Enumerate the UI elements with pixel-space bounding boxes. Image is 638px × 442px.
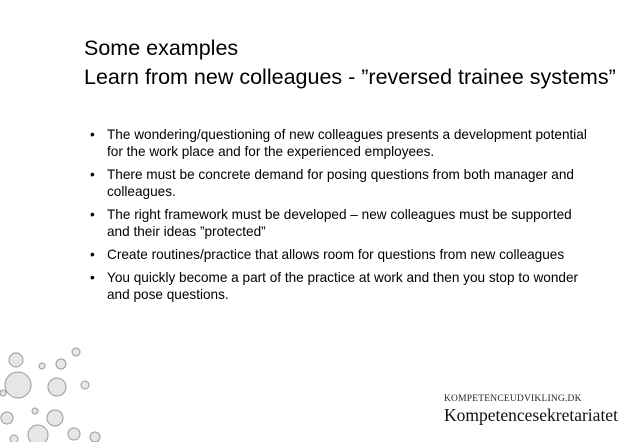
company-logo (444, 394, 618, 425)
bullet-item: • The wondering/questioning of new colleagues presents a development potential for the work place and for the experienced employees. (90, 126, 590, 160)
bullet-list (90, 126, 590, 309)
bullet-item: • There must be concrete demand for posing questions from both manager and colleagues. (90, 166, 590, 200)
slide-title (84, 34, 624, 92)
slide-title-line-1: Some examples (84, 36, 239, 60)
decorative-circles-graphic (0, 340, 110, 442)
bullet-item: • Create routines/practice that allows room for questions from new colleagues (90, 246, 590, 263)
bullet-item: • You quickly become a part of the practice at work and then you stop to wonder and pose questions. (90, 269, 590, 303)
logo-top-text: KOMPETENCEUDVIKLING.DK (444, 394, 582, 404)
logo-main-text: Kompetencesekretariatet (444, 405, 618, 425)
slide-title-line-2: Learn from new colleagues - ”reversed trainee systems” (84, 65, 616, 89)
bullet-item: • The right framework must be developed – new colleagues must be supported and their ideas ”protected” (90, 206, 590, 240)
